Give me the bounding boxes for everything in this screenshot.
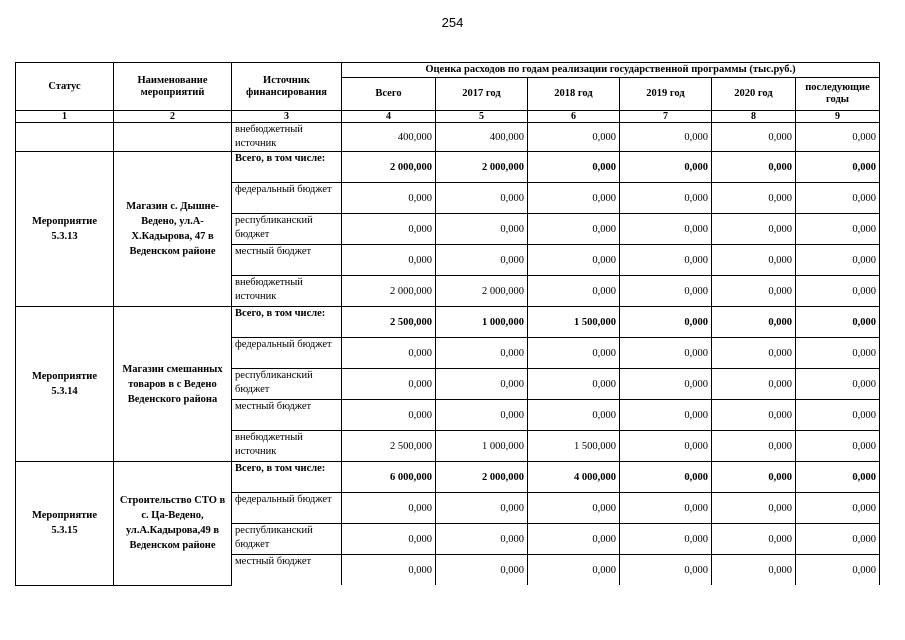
value-2018: 0,000: [528, 183, 620, 214]
value-2018: 0,000: [528, 152, 620, 183]
value-total: 2 500,000: [342, 307, 436, 338]
source-cell: федеральный бюджет: [232, 183, 342, 214]
value-2020: 0,000: [712, 493, 796, 524]
header-total: Всего: [342, 78, 436, 111]
value-2020: 0,000: [712, 431, 796, 462]
column-number: 1: [16, 111, 114, 123]
value-2020: 0,000: [712, 555, 796, 586]
value-total: 2 000,000: [342, 152, 436, 183]
value-2018: 0,000: [528, 245, 620, 276]
value-2020: 0,000: [712, 183, 796, 214]
value-2020: 0,000: [712, 245, 796, 276]
value-2019: 0,000: [620, 555, 712, 586]
value-total: 0,000: [342, 524, 436, 555]
value-later: 0,000: [796, 307, 880, 338]
source-cell: местный бюджет: [232, 245, 342, 276]
header-2017: 2017 год: [436, 78, 528, 111]
value-later: 0,000: [796, 493, 880, 524]
value-2020: 0,000: [712, 400, 796, 431]
value-2019: 0,000: [620, 431, 712, 462]
value-2020: 0,000: [712, 214, 796, 245]
value-2017: 1 000,000: [436, 307, 528, 338]
value-2019: 0,000: [620, 338, 712, 369]
header-2020: 2020 год: [712, 78, 796, 111]
value-later: 0,000: [796, 431, 880, 462]
value-later: 0,000: [796, 123, 880, 152]
source-cell: внебюджетный источник: [232, 431, 342, 462]
status-cell: Мероприятие 5.3.14: [16, 307, 114, 462]
header-2019: 2019 год: [620, 78, 712, 111]
source-cell: Всего, в том числе:: [232, 307, 342, 338]
value-2019: 0,000: [620, 400, 712, 431]
value-2018: 0,000: [528, 369, 620, 400]
value-2017: 0,000: [436, 245, 528, 276]
value-total: 0,000: [342, 555, 436, 586]
value-2018: 1 500,000: [528, 307, 620, 338]
value-2018: 0,000: [528, 555, 620, 586]
header-later-years: последующие годы: [796, 78, 880, 111]
value-2019: 0,000: [620, 524, 712, 555]
budget-table: [15, 62, 880, 586]
value-later: 0,000: [796, 183, 880, 214]
source-cell: республиканский бюджет: [232, 214, 342, 245]
value-later: 0,000: [796, 555, 880, 586]
value-2017: 2 000,000: [436, 152, 528, 183]
value-2018: 0,000: [528, 338, 620, 369]
value-2017: 2 000,000: [436, 462, 528, 493]
value-later: 0,000: [796, 400, 880, 431]
table-row: [16, 152, 880, 183]
source-cell: Всего, в том числе:: [232, 462, 342, 493]
source-cell: внебюджетный источник: [232, 276, 342, 307]
value-total: 6 000,000: [342, 462, 436, 493]
value-2017: 0,000: [436, 369, 528, 400]
value-2019: 0,000: [620, 214, 712, 245]
value-2020: 0,000: [712, 276, 796, 307]
status-cell: [16, 123, 114, 152]
value-2019: 0,000: [620, 183, 712, 214]
name-cell: Магазин смешанных товаров в с Ведено Веденского района: [114, 307, 232, 462]
column-number: 6: [528, 111, 620, 123]
value-total: 0,000: [342, 369, 436, 400]
source-cell: республиканский бюджет: [232, 524, 342, 555]
value-total: 0,000: [342, 183, 436, 214]
value-2017: 2 000,000: [436, 276, 528, 307]
value-2018: 0,000: [528, 276, 620, 307]
column-number: 4: [342, 111, 436, 123]
value-total: 0,000: [342, 245, 436, 276]
value-2020: 0,000: [712, 307, 796, 338]
value-2018: 0,000: [528, 524, 620, 555]
value-2019: 0,000: [620, 493, 712, 524]
source-cell: федеральный бюджет: [232, 493, 342, 524]
page-number: 254: [441, 15, 464, 30]
value-total: 0,000: [342, 214, 436, 245]
value-2017: 1 000,000: [436, 431, 528, 462]
value-2018: 0,000: [528, 214, 620, 245]
value-total: 0,000: [342, 400, 436, 431]
value-later: 0,000: [796, 338, 880, 369]
value-2018: 0,000: [528, 123, 620, 152]
source-cell: внебюджетный источник: [232, 123, 342, 152]
value-2020: 0,000: [712, 462, 796, 493]
value-2017: 0,000: [436, 493, 528, 524]
header-2018: 2018 год: [528, 78, 620, 111]
column-number: 7: [620, 111, 712, 123]
value-later: 0,000: [796, 152, 880, 183]
value-2017: 0,000: [436, 555, 528, 586]
header-source: Источник финансирования: [232, 63, 342, 111]
value-total: 0,000: [342, 493, 436, 524]
value-2020: 0,000: [712, 123, 796, 152]
table-row: [16, 123, 880, 152]
value-2018: 1 500,000: [528, 431, 620, 462]
value-later: 0,000: [796, 245, 880, 276]
source-cell: местный бюджет: [232, 555, 342, 586]
value-2017: 0,000: [436, 524, 528, 555]
source-cell: местный бюджет: [232, 400, 342, 431]
column-number: 9: [796, 111, 880, 123]
value-2020: 0,000: [712, 338, 796, 369]
value-2019: 0,000: [620, 245, 712, 276]
value-2018: 4 000,000: [528, 462, 620, 493]
value-2018: 0,000: [528, 400, 620, 431]
value-2019: 0,000: [620, 307, 712, 338]
header-estimate: Оценка расходов по годам реализации государственной программы (тыс.руб.): [342, 63, 880, 78]
value-2018: 0,000: [528, 493, 620, 524]
name-cell: Магазин с. Дышне-Ведено, ул.А-Х.Кадырова, 47 в Веденском районе: [114, 152, 232, 307]
column-number: 5: [436, 111, 528, 123]
name-cell: Строительство СТО в с. Ца-Ведено, ул.А.Кадырова,49 в Веденском районе: [114, 462, 232, 586]
value-later: 0,000: [796, 276, 880, 307]
value-2019: 0,000: [620, 369, 712, 400]
value-2017: 0,000: [436, 183, 528, 214]
value-total: 2 500,000: [342, 431, 436, 462]
column-number: 8: [712, 111, 796, 123]
value-2019: 0,000: [620, 276, 712, 307]
value-later: 0,000: [796, 214, 880, 245]
value-2020: 0,000: [712, 369, 796, 400]
value-total: 0,000: [342, 338, 436, 369]
value-total: 2 000,000: [342, 276, 436, 307]
source-cell: республиканский бюджет: [232, 369, 342, 400]
value-total: 400,000: [342, 123, 436, 152]
value-2019: 0,000: [620, 152, 712, 183]
column-number: 3: [232, 111, 342, 123]
value-2020: 0,000: [712, 524, 796, 555]
header-name: Наименование мероприятий: [114, 63, 232, 111]
source-cell: федеральный бюджет: [232, 338, 342, 369]
source-cell: Всего, в том числе:: [232, 152, 342, 183]
value-2019: 0,000: [620, 123, 712, 152]
value-later: 0,000: [796, 462, 880, 493]
table-row: [16, 462, 880, 493]
value-2019: 0,000: [620, 462, 712, 493]
value-2017: 0,000: [436, 400, 528, 431]
column-number: 2: [114, 111, 232, 123]
status-cell: Мероприятие 5.3.13: [16, 152, 114, 307]
status-cell: Мероприятие 5.3.15: [16, 462, 114, 586]
value-2017: 400,000: [436, 123, 528, 152]
value-2020: 0,000: [712, 152, 796, 183]
name-cell: [114, 123, 232, 152]
value-later: 0,000: [796, 524, 880, 555]
table-row: [16, 307, 880, 338]
header-status: Статус: [16, 63, 114, 111]
value-later: 0,000: [796, 369, 880, 400]
value-2017: 0,000: [436, 338, 528, 369]
value-2017: 0,000: [436, 214, 528, 245]
